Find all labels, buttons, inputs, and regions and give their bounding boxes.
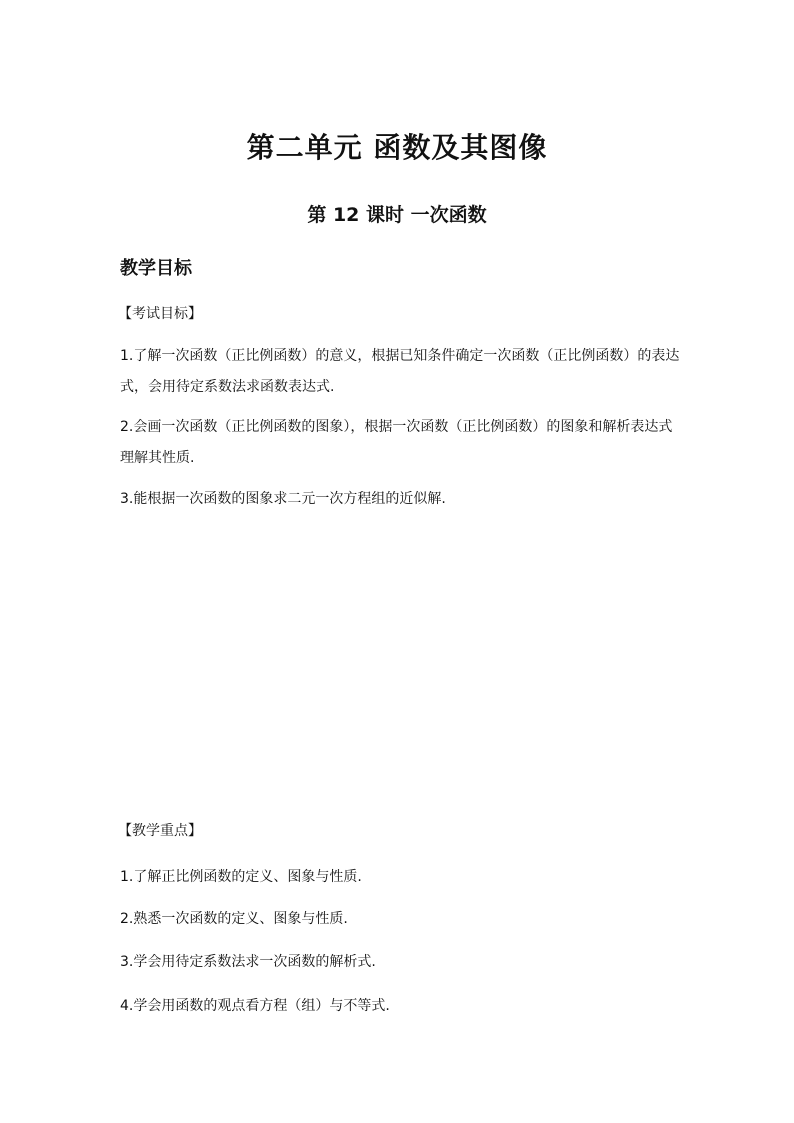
focus-item-2: 2.熟悉一次函数的定义、图象与性质. xyxy=(120,911,348,927)
exam-goal-item-2: 2.会画一次函数（正比例函数的图象），根据一次函数（正比例函数）的图象和解析表达式理解其性质. xyxy=(120,419,673,466)
exam-goal-item-1: 1.了解一次函数（正比例函数）的意义，根据已知条件确定一次函数（正比例函数）的表达式，会用待定系数法求函数表达式. xyxy=(120,348,680,395)
section-heading-teaching-goals: 教学目标 xyxy=(120,258,192,279)
unit-title: 第二单元 函数及其图像 xyxy=(246,131,548,164)
teaching-focus-label: 【教学重点】 xyxy=(118,823,202,839)
lesson-title: 第 12 课时 一次函数 xyxy=(307,204,487,226)
focus-item-3: 3.学会用待定系数法求一次函数的解析式. xyxy=(120,954,376,970)
exam-goal-item-3: 3.能根据一次函数的图象求二元一次方程组的近似解. xyxy=(120,491,446,507)
exam-goals-label: 【考试目标】 xyxy=(118,306,202,322)
focus-item-4: 4.学会用函数的观点看方程（组）与不等式. xyxy=(120,998,390,1014)
focus-item-1: 1.了解正比例函数的定义、图象与性质. xyxy=(120,869,362,885)
